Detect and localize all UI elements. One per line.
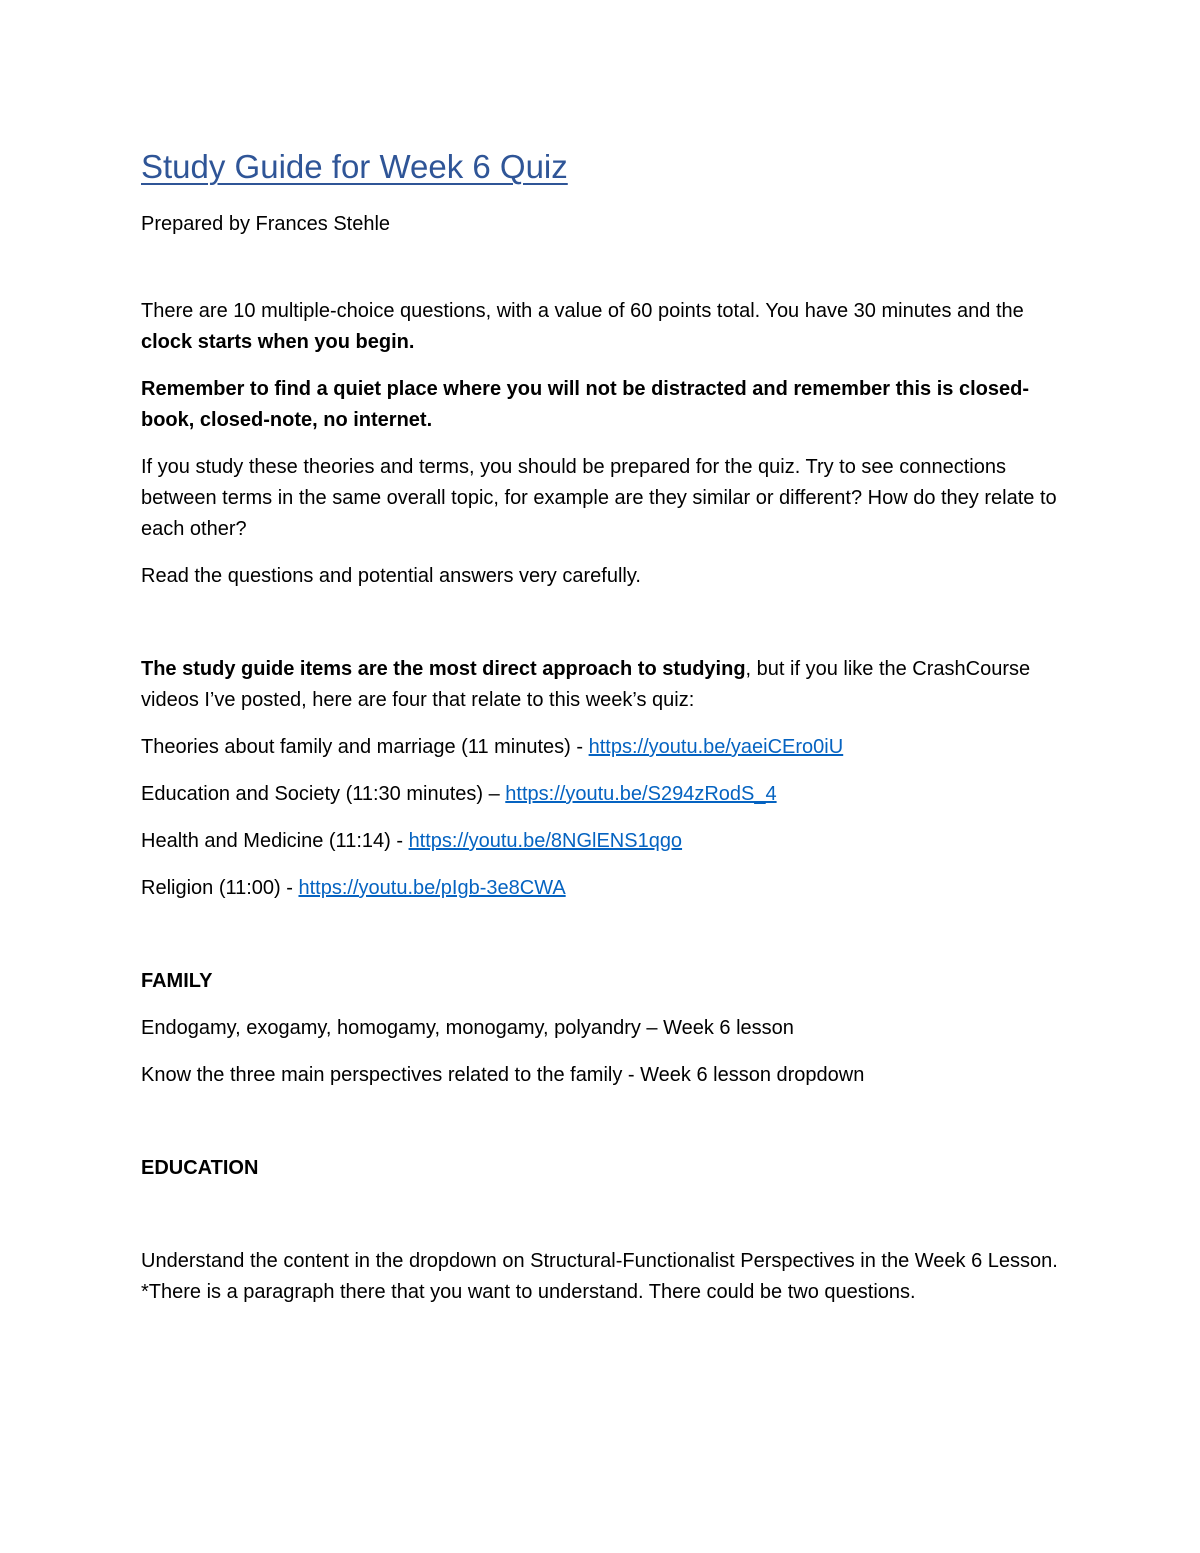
video-label: Education and Society (11:30 minutes) – — [141, 783, 506, 805]
study-tip-paragraph: If you study these theories and terms, you should be prepared for the quiz. Try to see connections between terms in the same overall topic, for example are they similar or different? How do they relate to each other? — [141, 456, 1057, 540]
video-link[interactable]: https://youtu.be/pIgb-3e8CWA — [298, 877, 566, 899]
intro-paragraph — [141, 296, 1071, 358]
video-label: Theories about family and marriage (11 minutes) - — [141, 736, 589, 758]
reminder-text: Remember to find a quiet place where you will not be distracted and remember this is closed-book, closed-note, no internet. — [141, 378, 1029, 431]
video-link[interactable]: https://youtu.be/yaeiCEro0iU — [588, 736, 844, 758]
crashcourse-paragraph — [141, 654, 1071, 716]
video-item-family — [141, 732, 1071, 763]
crashcourse-text: , but if you like the CrashCourse videos I’ve posted, here are four that relate to this week’s quiz: — [141, 658, 1031, 711]
video-item-health — [141, 826, 1071, 857]
document-page — [141, 145, 1071, 1308]
crashcourse-bold-text: The study guide items are the most direct approach to studying — [141, 658, 746, 680]
intro-text: There are 10 multiple-choice questions, with a value of 60 points total. You have 30 minutes and the — [141, 300, 1024, 322]
family-item-terms: Endogamy, exogamy, homogamy, monogamy, polyandry – Week 6 lesson — [141, 1017, 794, 1039]
video-link[interactable]: https://youtu.be/8NGlENS1qgo — [408, 830, 683, 852]
video-item-education — [141, 779, 1071, 810]
video-item-religion — [141, 873, 1071, 904]
reminder-paragraph — [141, 374, 1071, 436]
video-label: Health and Medicine (11:14) - — [141, 830, 409, 852]
family-heading — [141, 966, 1071, 997]
document-title: Study Guide for Week 6 Quiz — [141, 148, 568, 185]
video-link[interactable]: https://youtu.be/S294zRodS_4 — [505, 783, 777, 805]
video-label: Religion (11:00) - — [141, 877, 299, 899]
education-item-content: Understand the content in the dropdown on Structural-Functionalist Perspectives in the Week 6 Lesson. *There is a paragraph there that you want to understand. There could be two questions. — [141, 1250, 1058, 1303]
education-heading — [141, 1153, 1071, 1184]
family-heading-text: FAMILY — [141, 970, 213, 992]
intro-bold-text: clock starts when you begin. — [141, 331, 415, 353]
education-heading-text: EDUCATION — [141, 1157, 259, 1179]
read-tip-paragraph: Read the questions and potential answers very carefully. — [141, 565, 641, 587]
author-line: Prepared by Frances Stehle — [141, 213, 391, 235]
family-item-perspectives: Know the three main perspectives related to the family - Week 6 lesson dropdown — [141, 1064, 865, 1086]
